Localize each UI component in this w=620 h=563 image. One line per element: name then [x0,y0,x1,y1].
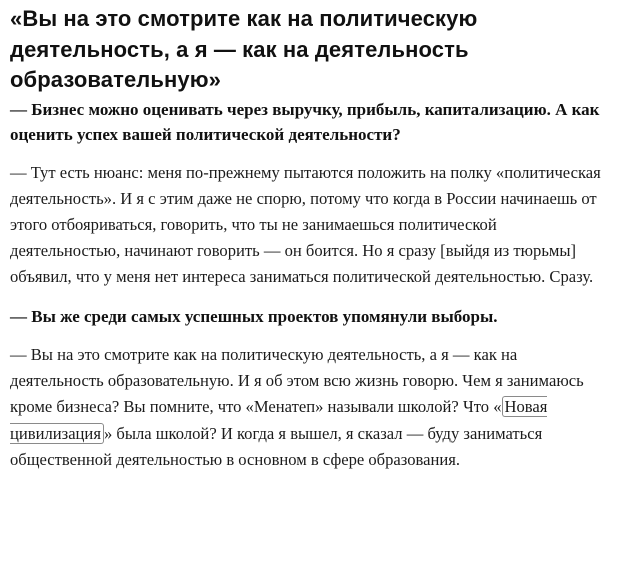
article-subheading: «Вы на это смотрите как на политическую деятельность, а я — как на деятельность образовательную» [10,6,478,92]
answer-2-text-before-link: — Вы на это смотрите как на политическую деятельность, а я — как на деятельность образовательную. И я об этом всю жизнь говорю. Чем я занимаюсь кроме бизнеса? Вы помните, что «Менатеп» называли школой? Что « [10,345,584,417]
interview-question-2: — Вы же среди самых успешных проектов упомянули выборы. [10,306,498,326]
answer-2-text-after-link: » была школой? И когда я вышел, я сказал — буду заниматься общественной деятельностью в основном в сфере образования. [10,423,543,469]
novaya-tsivilizatsiya-link[interactable]: Новая цивилизация [10,397,548,443]
interview-question-1: — Бизнес можно оценивать через выручку, прибыль, капитализацию. А как оценить успех вашей политической деятельности? [10,99,600,144]
interview-answer-1: — Тут есть нюанс: меня по-прежнему пытаются положить на полку «политическая деятельность». И я с этим даже не спорю, потому что когда в России начинаешь от этого отбояриваться, говорить, что ты не занимаешься политической деятельностью, начинают говорить — он боится. Но я сразу [выйдя из тюрьмы] объявил, что у меня нет интереса заниматься политической деятельностью. Сразу. [10,162,601,287]
article [10,4,610,473]
interview-answer-2 [10,342,610,473]
